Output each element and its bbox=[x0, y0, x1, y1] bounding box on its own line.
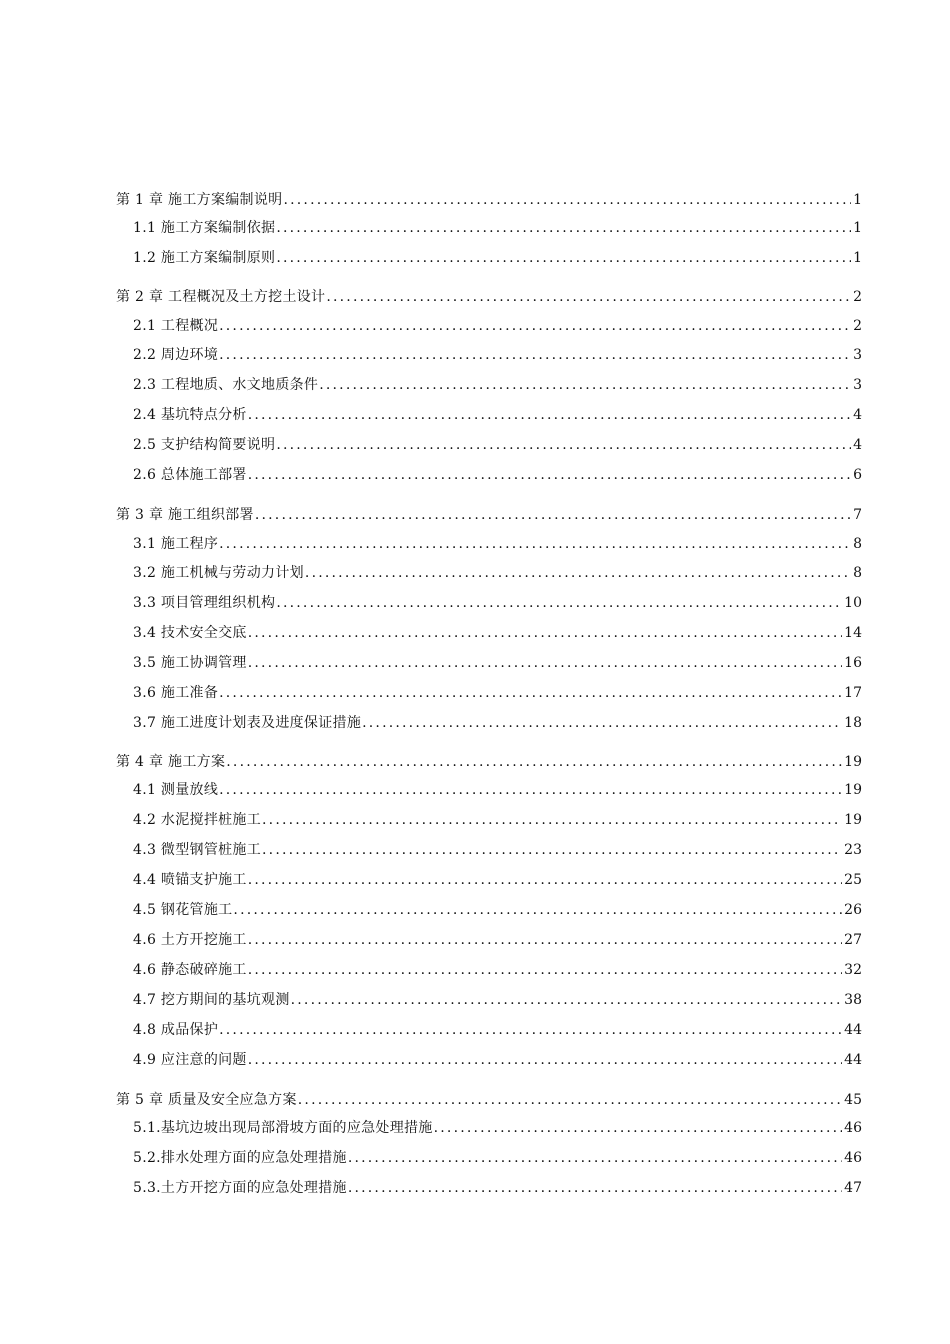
toc-entry-section[interactable] bbox=[133, 1018, 862, 1042]
toc-entry-label: 2.2 周边环境 bbox=[133, 347, 219, 363]
toc-entry-label: 1.1 施工方案编制依据 bbox=[133, 220, 276, 236]
toc-entry-chapter-4[interactable] bbox=[116, 750, 862, 774]
toc-entry-section[interactable] bbox=[133, 988, 862, 1012]
toc-entry-label: 第 3 章 施工组织部署 bbox=[116, 507, 254, 523]
toc-entry-label: 2.4 基坑特点分析 bbox=[133, 407, 247, 423]
toc-entry-label: 4.9 应注意的问题 bbox=[133, 1052, 247, 1068]
toc-entry-page: 44 bbox=[844, 1022, 862, 1038]
dot-leader bbox=[225, 750, 842, 774]
toc-entry-label: 3.6 施工准备 bbox=[133, 685, 219, 701]
toc-entry-page: 47 bbox=[844, 1180, 862, 1196]
toc-entry-label: 2.5 支护结构简要说明 bbox=[133, 437, 276, 453]
toc-entry-page: 3 bbox=[853, 377, 862, 393]
toc-entry-section[interactable] bbox=[133, 1116, 862, 1140]
dot-leader bbox=[261, 808, 842, 832]
toc-entry-label: 1.2 施工方案编制原则 bbox=[133, 250, 276, 266]
toc-entry-section[interactable] bbox=[133, 711, 862, 735]
toc-entry-label: 第 2 章 工程概况及土方挖土设计 bbox=[116, 289, 326, 305]
dot-leader bbox=[247, 928, 842, 952]
toc-entry-label: 3.3 项目管理组织机构 bbox=[133, 595, 276, 611]
toc-entry-page: 23 bbox=[844, 842, 862, 858]
toc-entry-label: 4.2 水泥搅拌桩施工 bbox=[133, 812, 262, 828]
dot-leader bbox=[347, 1146, 842, 1170]
toc-entry-section[interactable] bbox=[133, 561, 862, 585]
toc-entry-section[interactable] bbox=[133, 1176, 862, 1200]
toc-entry-page: 19 bbox=[844, 754, 862, 770]
toc-entry-section[interactable] bbox=[133, 403, 862, 427]
dot-leader bbox=[218, 343, 851, 367]
dot-leader bbox=[361, 711, 842, 735]
toc-entry-section[interactable] bbox=[133, 838, 862, 862]
dot-leader bbox=[247, 868, 842, 892]
toc-entry-section[interactable] bbox=[133, 898, 862, 922]
toc-entry-label: 第 4 章 施工方案 bbox=[116, 754, 226, 770]
toc-entry-label: 2.6 总体施工部署 bbox=[133, 467, 247, 483]
toc-entry-section[interactable] bbox=[133, 343, 862, 367]
dot-leader bbox=[261, 838, 842, 862]
toc-entry-label: 第 5 章 质量及安全应急方案 bbox=[116, 1092, 297, 1108]
toc-entry-page: 2 bbox=[853, 318, 862, 334]
dot-leader bbox=[247, 651, 842, 675]
toc-entry-label: 2.1 工程概况 bbox=[133, 318, 219, 334]
toc-entry-section[interactable] bbox=[133, 651, 862, 675]
toc-entry-label: 4.6 土方开挖施工 bbox=[133, 932, 247, 948]
toc-entry-section[interactable] bbox=[133, 958, 862, 982]
dot-leader bbox=[275, 246, 851, 270]
toc-entry-page: 32 bbox=[844, 962, 862, 978]
toc-entry-label: 4.8 成品保护 bbox=[133, 1022, 219, 1038]
dot-leader bbox=[290, 988, 843, 1012]
toc-entry-label: 3.1 施工程序 bbox=[133, 536, 219, 552]
dot-leader bbox=[275, 216, 851, 240]
toc-entry-label: 4.7 挖方期间的基坑观测 bbox=[133, 992, 290, 1008]
toc-entry-section[interactable] bbox=[133, 314, 862, 338]
toc-entry-page: 16 bbox=[844, 655, 862, 671]
dot-leader bbox=[282, 188, 851, 212]
toc-entry-page: 4 bbox=[853, 437, 862, 453]
toc-entry-section[interactable] bbox=[133, 216, 862, 240]
dot-leader bbox=[433, 1116, 843, 1140]
toc-entry-chapter-2[interactable] bbox=[116, 285, 862, 309]
toc-entry-page: 27 bbox=[844, 932, 862, 948]
toc-entry-page: 2 bbox=[853, 289, 862, 305]
toc-entry-page: 46 bbox=[844, 1150, 862, 1166]
dot-leader bbox=[318, 373, 851, 397]
toc-entry-section[interactable] bbox=[133, 621, 862, 645]
toc-entry-page: 19 bbox=[844, 812, 862, 828]
dot-leader bbox=[275, 591, 842, 615]
dot-leader bbox=[247, 958, 842, 982]
toc-entry-label: 5.1.基坑边坡出现局部滑坡方面的应急处理措施 bbox=[133, 1120, 433, 1136]
dot-leader bbox=[275, 433, 851, 457]
dot-leader bbox=[325, 285, 851, 309]
toc-entry-page: 17 bbox=[844, 685, 862, 701]
toc-entry-page: 1 bbox=[853, 250, 862, 266]
toc-entry-label: 2.3 工程地质、水文地质条件 bbox=[133, 377, 319, 393]
dot-leader bbox=[247, 1048, 842, 1072]
toc-entry-page: 46 bbox=[844, 1120, 862, 1136]
toc-entry-page: 14 bbox=[844, 625, 862, 641]
toc-entry-section[interactable] bbox=[133, 1146, 862, 1170]
toc-entry-page: 19 bbox=[844, 782, 862, 798]
toc-entry-page: 3 bbox=[853, 347, 862, 363]
toc-entry-page: 8 bbox=[853, 565, 862, 581]
dot-leader bbox=[232, 898, 842, 922]
toc-entry-page: 8 bbox=[853, 536, 862, 552]
toc-entry-page: 1 bbox=[853, 192, 862, 208]
toc-entry-page: 38 bbox=[844, 992, 862, 1008]
toc-entry-label: 第 1 章 施工方案编制说明 bbox=[116, 192, 283, 208]
toc-entry-section[interactable] bbox=[133, 433, 862, 457]
dot-leader bbox=[254, 503, 851, 527]
dot-leader bbox=[347, 1176, 842, 1200]
dot-leader bbox=[218, 778, 842, 802]
toc-entry-section[interactable] bbox=[133, 591, 862, 615]
toc-entry-chapter-1[interactable] bbox=[116, 188, 862, 212]
toc-entry-label: 3.5 施工协调管理 bbox=[133, 655, 247, 671]
dot-leader bbox=[304, 561, 851, 585]
toc-entry-page: 4 bbox=[853, 407, 862, 423]
toc-entry-label: 5.3.土方开挖方面的应急处理措施 bbox=[133, 1180, 347, 1196]
dot-leader bbox=[218, 532, 851, 556]
toc-entry-label: 3.4 技术安全交底 bbox=[133, 625, 247, 641]
toc-entry-section[interactable] bbox=[133, 1048, 862, 1072]
toc-entry-page: 44 bbox=[844, 1052, 862, 1068]
toc-entry-label: 4.1 测量放线 bbox=[133, 782, 219, 798]
toc-entry-section[interactable] bbox=[133, 373, 862, 397]
toc-entry-page: 26 bbox=[844, 902, 862, 918]
toc-entry-chapter-3[interactable] bbox=[116, 503, 862, 527]
dot-leader bbox=[218, 1018, 842, 1042]
toc-entry-label: 4.6 静态破碎施工 bbox=[133, 962, 247, 978]
toc-entry-label: 4.5 钢花管施工 bbox=[133, 902, 233, 918]
toc-entry-label: 3.2 施工机械与劳动力计划 bbox=[133, 565, 304, 581]
dot-leader bbox=[297, 1088, 842, 1112]
toc-entry-page: 25 bbox=[844, 872, 862, 888]
toc-entry-label: 5.2.排水处理方面的应急处理措施 bbox=[133, 1150, 347, 1166]
dot-leader bbox=[247, 403, 851, 427]
toc-entry-section[interactable] bbox=[133, 246, 862, 270]
toc-entry-section[interactable] bbox=[133, 868, 862, 892]
toc-entry-section[interactable] bbox=[133, 532, 862, 556]
dot-leader bbox=[247, 621, 842, 645]
toc-entry-section[interactable] bbox=[133, 778, 862, 802]
toc-entry-label: 3.7 施工进度计划表及进度保证措施 bbox=[133, 715, 362, 731]
toc-entry-page: 18 bbox=[844, 715, 862, 731]
toc-entry-label: 4.4 喷锚支护施工 bbox=[133, 872, 247, 888]
toc-entry-section[interactable] bbox=[133, 928, 862, 952]
dot-leader bbox=[218, 681, 842, 705]
dot-leader bbox=[218, 314, 851, 338]
toc-entry-page: 45 bbox=[844, 1092, 862, 1108]
dot-leader bbox=[247, 463, 851, 487]
toc-entry-page: 10 bbox=[844, 595, 862, 611]
toc-entry-page: 7 bbox=[853, 507, 862, 523]
toc-entry-page: 1 bbox=[853, 220, 862, 236]
toc-entry-label: 4.3 微型钢管桩施工 bbox=[133, 842, 262, 858]
toc-entry-section[interactable] bbox=[133, 463, 862, 487]
toc-entry-chapter-5[interactable] bbox=[116, 1088, 862, 1112]
toc-entry-page: 6 bbox=[853, 467, 862, 483]
toc-entry-section[interactable] bbox=[133, 681, 862, 705]
toc-entry-section[interactable] bbox=[133, 808, 862, 832]
